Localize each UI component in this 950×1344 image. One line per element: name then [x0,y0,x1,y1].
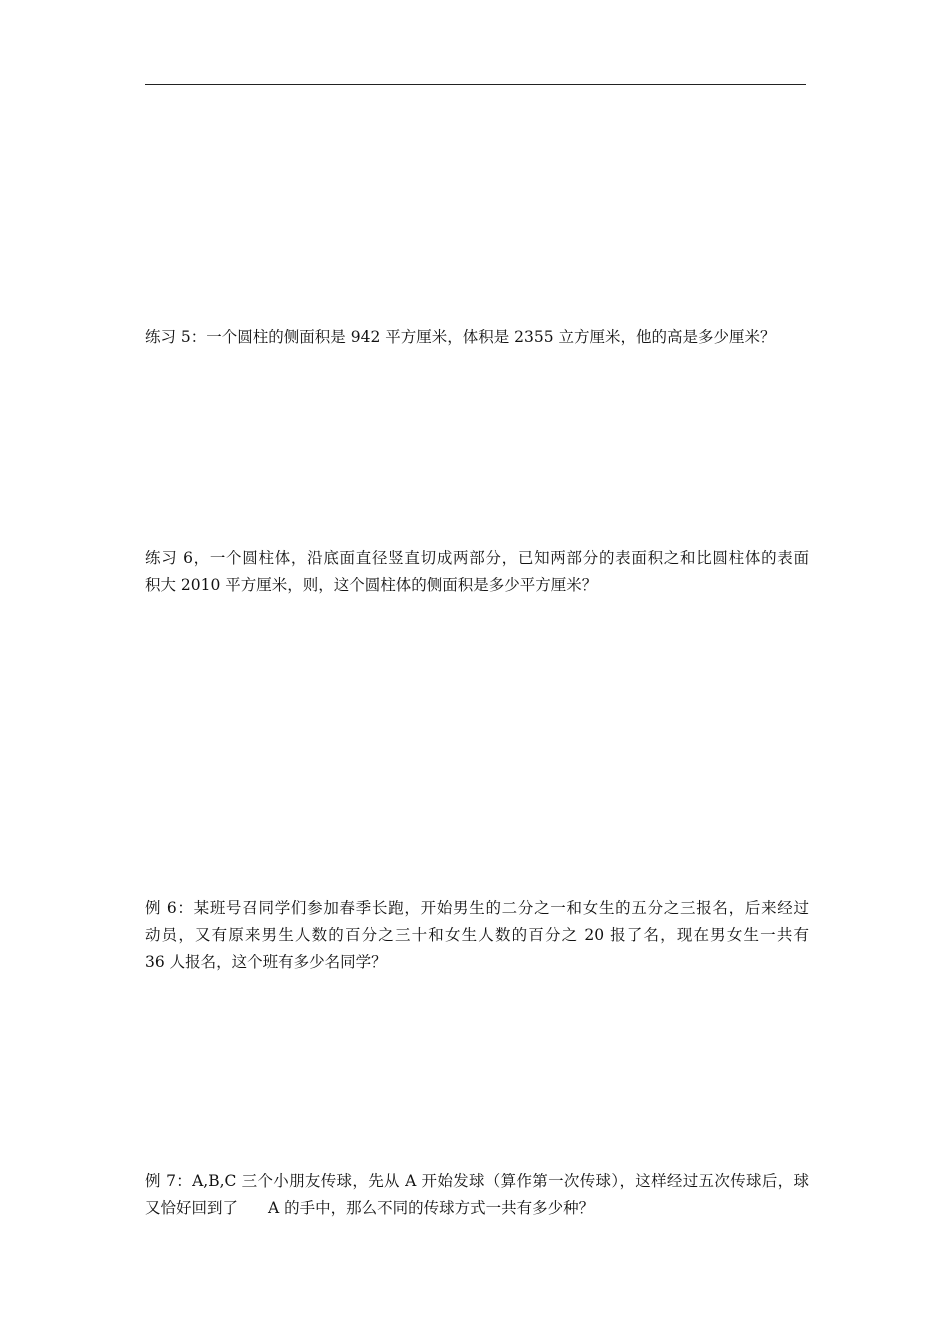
header-rule [145,84,806,85]
example-7-line-2 [145,1195,809,1222]
practice-5-line-1: 练习 5：一个圆柱的侧面积是 942 平方厘米，体积是 2355 立方厘米，他的高是多少厘米？ [145,328,776,346]
example-7 [145,1168,809,1222]
example-7-line-1: 例 7：A,B,C 三个小朋友传球，先从 A 开始发球（算作第一次传球），这样经过五次传球后，球 [145,1172,809,1190]
example-7-line-2b: A 的手中，那么不同的传球方式一共有多少种？ [268,1199,595,1217]
practice-6-line-1: 练习 6，一个圆柱体，沿底面直径竖直切成两部分，已知两部分的表面积之和比圆柱体的表面 [145,549,809,567]
example-6-line-1: 例 6：某班号召同学们参加春季长跑，开始男生的二分之一和女生的五分之三报名，后来经过 [145,899,809,917]
practice-6-line-2: 积大 2010 平方厘米，则，这个圆柱体的侧面积是多少平方厘米？ [145,576,598,594]
example-6-line-3: 36 人报名，这个班有多少名同学？ [145,953,387,971]
example-6-line-2: 动员，又有原来男生人数的百分之三十和女生人数的百分之 20 报了名，现在男女生一共有 [145,926,809,944]
example-6 [145,895,809,976]
practice-6 [145,545,809,599]
example-7-line-2a: 又恰好回到了 [145,1199,239,1217]
practice-5 [145,324,809,351]
